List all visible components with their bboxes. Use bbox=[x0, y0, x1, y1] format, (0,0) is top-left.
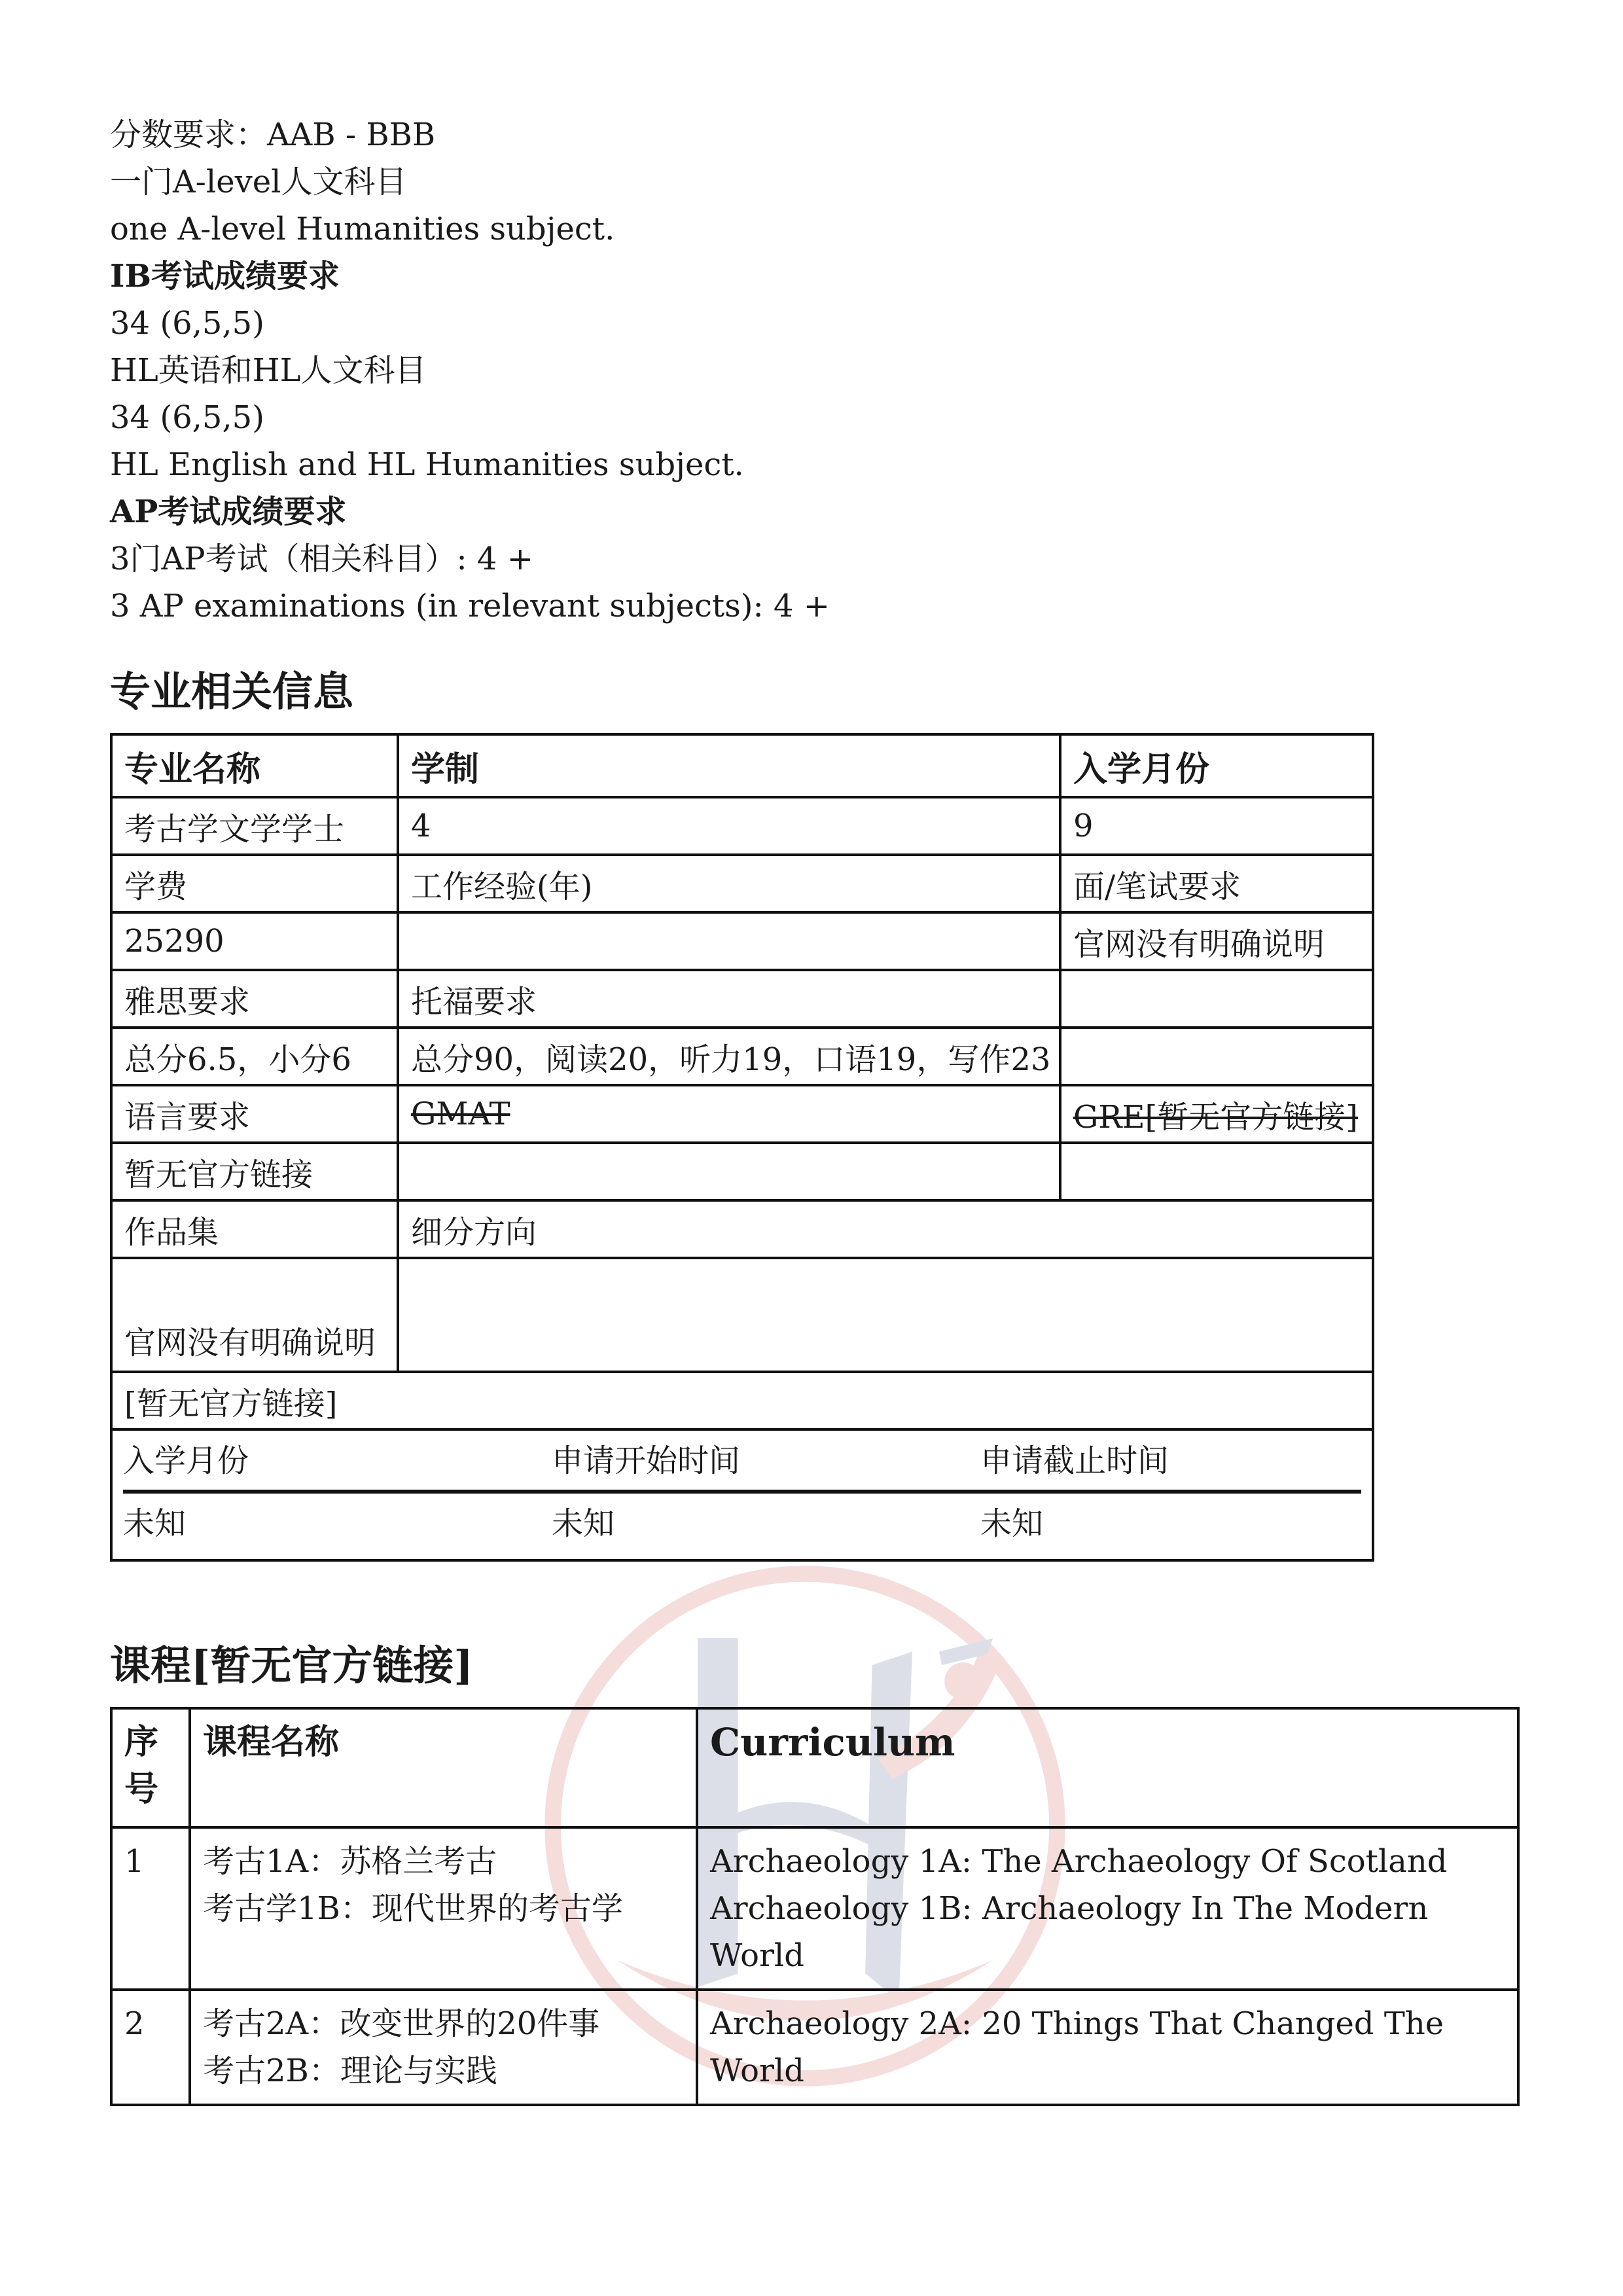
dates-header-start: 申请开始时间 bbox=[552, 1431, 980, 1494]
dates-header-intake: 入学月份 bbox=[123, 1431, 552, 1494]
header-intake: 入学月份 bbox=[1060, 734, 1373, 797]
interview-value: 官网没有明确说明 bbox=[1060, 912, 1373, 970]
empty-cell bbox=[1060, 1028, 1373, 1085]
header-curriculum: Curriculum bbox=[697, 1708, 1518, 1827]
course-name-cn bbox=[190, 1827, 697, 1990]
label-ielts: 雅思要求 bbox=[111, 970, 398, 1028]
course-number: 1 bbox=[111, 1827, 190, 1990]
table-row bbox=[111, 1429, 1373, 1560]
dates-start-value: 未知 bbox=[552, 1505, 615, 1542]
table-row bbox=[111, 855, 1373, 912]
ib-requirement-en: HL English and HL Humanities subject. bbox=[110, 446, 744, 483]
ap-requirement-cn: 3门AP考试（相关科目）: 4 + bbox=[110, 541, 533, 577]
label-portfolio: 作品集 bbox=[111, 1200, 398, 1258]
label-gre: GRE[暂无官方链接] bbox=[1060, 1085, 1373, 1143]
table-row bbox=[111, 1990, 1518, 2105]
table-row bbox=[111, 1143, 1373, 1200]
course-name-en-line: Archaeology 2A: 20 Things That Changed The World bbox=[710, 2005, 1444, 2089]
label-toefl: 托福要求 bbox=[398, 970, 1060, 1028]
dates-intake-value: 未知 bbox=[123, 1505, 187, 1542]
portfolio-value: 官网没有明确说明 bbox=[111, 1258, 398, 1372]
ielts-value: 总分6.5，小分6 bbox=[111, 1028, 398, 1085]
tuition-value: 25290 bbox=[111, 912, 398, 970]
ap-heading: AP考试成绩要求 bbox=[110, 493, 347, 530]
header-number: 序号 bbox=[111, 1708, 190, 1827]
table-row bbox=[111, 1200, 1373, 1258]
course-name-en bbox=[697, 1827, 1518, 1990]
direction-value bbox=[398, 1258, 1373, 1372]
header-course-name: 课程名称 bbox=[190, 1708, 697, 1827]
alevel-requirement-en: one A-level Humanities subject. bbox=[110, 211, 615, 247]
alevel-requirement-cn: 一门A-level人文科目 bbox=[110, 164, 407, 200]
language-value: 暂无官方链接 bbox=[111, 1143, 398, 1200]
course-name-en-line: Archaeology 1A: The Archaeology Of Scotland bbox=[710, 1843, 1448, 1880]
ib-requirement-cn: HL英语和HL人文科目 bbox=[110, 352, 427, 389]
ib-score-1: 34 (6,5,5) bbox=[110, 305, 264, 342]
ap-requirement-en: 3 AP examinations (in relevant subjects): 4 + bbox=[110, 588, 830, 624]
course-name-cn-line: 考古1A：苏格兰考古 bbox=[203, 1843, 497, 1880]
empty-cell bbox=[1060, 1143, 1373, 1200]
table-row bbox=[111, 1085, 1373, 1143]
toefl-value: 总分90，阅读20，听力19，口语19，写作23 bbox=[398, 1028, 1060, 1085]
table-row bbox=[111, 1708, 1518, 1827]
course-name-cn-line: 考古2B：理论与实践 bbox=[203, 2053, 497, 2089]
major-duration: 4 bbox=[398, 797, 1060, 855]
course-name-en-line: Archaeology 1B: Archaeology In The Modern World bbox=[710, 1890, 1429, 1974]
empty-cell bbox=[1060, 970, 1373, 1028]
label-gmat: GMAT bbox=[398, 1085, 1060, 1143]
table-row bbox=[111, 734, 1373, 797]
table-row bbox=[111, 1028, 1373, 1085]
table-row bbox=[111, 970, 1373, 1028]
table-row bbox=[111, 1372, 1373, 1429]
major-info-table bbox=[110, 733, 1374, 1562]
empty-cell bbox=[398, 1143, 1060, 1200]
table-row bbox=[111, 912, 1373, 970]
dates-header-deadline: 申请截止时间 bbox=[980, 1431, 1361, 1494]
major-name: 考古学文学学士 bbox=[111, 797, 398, 855]
header-duration: 学制 bbox=[398, 734, 1060, 797]
dates-deadline-value: 未知 bbox=[980, 1505, 1044, 1542]
dates-cell bbox=[111, 1429, 1373, 1560]
label-direction: 细分方向 bbox=[398, 1200, 1373, 1258]
course-name-cn-line: 考古学1B：现代世界的考古学 bbox=[203, 1890, 623, 1927]
work-experience-value bbox=[398, 912, 1060, 970]
ib-score-2: 34 (6,5,5) bbox=[110, 399, 264, 436]
ib-heading: IB考试成绩要求 bbox=[110, 258, 340, 295]
score-requirement: 分数要求：AAB - BBB bbox=[110, 117, 436, 153]
table-row bbox=[111, 1827, 1518, 1990]
dates-grid bbox=[123, 1431, 1361, 1554]
label-language: 语言要求 bbox=[111, 1085, 398, 1143]
course-number: 2 bbox=[111, 1990, 190, 2105]
major-section-title: 专业相关信息 bbox=[110, 668, 354, 715]
table-row bbox=[111, 1258, 1373, 1372]
major-intake: 9 bbox=[1060, 797, 1373, 855]
label-tuition: 学费 bbox=[111, 855, 398, 912]
course-name-cn-line: 考古2A：改变世界的20件事 bbox=[203, 2005, 600, 2042]
official-link-note: [暂无官方链接] bbox=[111, 1372, 1373, 1429]
label-interview: 面/笔试要求 bbox=[1060, 855, 1373, 912]
header-major-name: 专业名称 bbox=[111, 734, 398, 797]
document-body bbox=[110, 111, 1517, 2106]
courses-table bbox=[110, 1707, 1520, 2106]
table-row bbox=[111, 797, 1373, 855]
course-name-cn bbox=[190, 1990, 697, 2105]
course-name-en bbox=[697, 1990, 1518, 2105]
courses-section-title: 课程[暂无官方链接] bbox=[110, 1641, 473, 1689]
label-work-experience: 工作经验(年) bbox=[398, 855, 1060, 912]
